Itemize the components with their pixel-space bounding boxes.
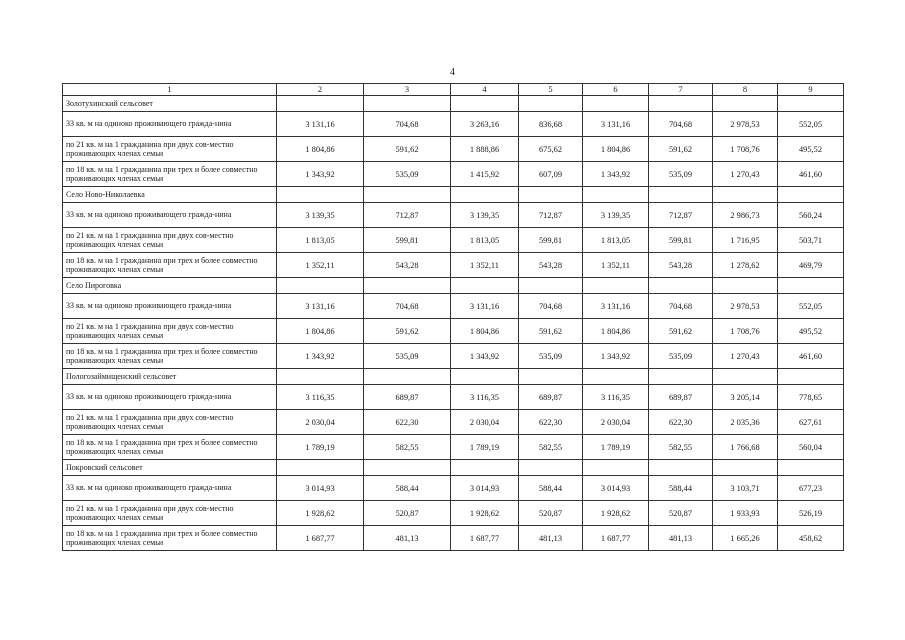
value-cell: 689,87 [364, 385, 451, 410]
value-cell: 560,24 [778, 203, 844, 228]
value-cell: 1 687,77 [583, 526, 649, 551]
value-cell: 1 813,05 [451, 228, 519, 253]
value-cell: 520,87 [649, 501, 713, 526]
value-cell: 3 116,35 [583, 385, 649, 410]
table-row [63, 162, 844, 187]
empty-cell [364, 278, 451, 294]
value-cell: 1 928,62 [277, 501, 364, 526]
column-header: 9 [778, 84, 844, 96]
table-row [63, 253, 844, 278]
value-cell: 1 804,86 [277, 319, 364, 344]
value-cell: 560,04 [778, 435, 844, 460]
table-row [63, 501, 844, 526]
value-cell: 3 131,16 [583, 112, 649, 137]
value-cell: 552,05 [778, 294, 844, 319]
value-cell: 535,09 [519, 344, 583, 369]
empty-cell [277, 369, 364, 385]
empty-cell [364, 96, 451, 112]
table-row [63, 410, 844, 435]
empty-cell [713, 369, 778, 385]
value-cell: 836,68 [519, 112, 583, 137]
table-row [63, 319, 844, 344]
value-cell: 543,28 [364, 253, 451, 278]
group-header-row [63, 187, 844, 203]
empty-cell [778, 369, 844, 385]
value-cell: 1 766,68 [713, 435, 778, 460]
table-row [63, 203, 844, 228]
empty-cell [451, 278, 519, 294]
row-description: по 21 кв. м на 1 гражданина при двух сов-местно проживающих членах семьи [63, 228, 277, 253]
empty-cell [649, 278, 713, 294]
value-cell: 3 131,16 [277, 112, 364, 137]
value-cell: 591,62 [519, 319, 583, 344]
value-cell: 458,62 [778, 526, 844, 551]
empty-cell [713, 187, 778, 203]
empty-cell [583, 369, 649, 385]
column-header: 6 [583, 84, 649, 96]
value-cell: 3 116,35 [277, 385, 364, 410]
value-cell: 704,68 [649, 294, 713, 319]
group-header-row [63, 369, 844, 385]
table-row [63, 385, 844, 410]
value-cell: 543,28 [519, 253, 583, 278]
column-header: 1 [63, 84, 277, 96]
row-description: по 21 кв. м на 1 гражданина при двух сов-местно проживающих членах семьи [63, 319, 277, 344]
empty-cell [277, 96, 364, 112]
value-cell: 535,09 [649, 344, 713, 369]
group-header-row [63, 460, 844, 476]
row-description: по 18 кв. м на 1 гражданина при трех и более совместно проживающих членах семьи [63, 435, 277, 460]
value-cell: 599,81 [519, 228, 583, 253]
value-cell: 1 813,05 [277, 228, 364, 253]
value-cell: 469,79 [778, 253, 844, 278]
empty-cell [451, 369, 519, 385]
value-cell: 1 352,11 [583, 253, 649, 278]
empty-cell [519, 460, 583, 476]
value-cell: 495,52 [778, 319, 844, 344]
row-description: по 18 кв. м на 1 гражданина при трех и более совместно проживающих членах семьи [63, 162, 277, 187]
value-cell: 461,60 [778, 344, 844, 369]
value-cell: 1 270,43 [713, 344, 778, 369]
value-cell: 1 665,26 [713, 526, 778, 551]
value-cell: 2 035,36 [713, 410, 778, 435]
value-cell: 481,13 [649, 526, 713, 551]
empty-cell [649, 369, 713, 385]
empty-cell [649, 187, 713, 203]
empty-cell [277, 278, 364, 294]
value-cell: 2 030,04 [451, 410, 519, 435]
value-cell: 712,87 [649, 203, 713, 228]
value-cell: 1 804,86 [583, 137, 649, 162]
value-cell: 1 933,93 [713, 501, 778, 526]
empty-cell [451, 96, 519, 112]
tariff-table [62, 83, 844, 551]
empty-cell [519, 187, 583, 203]
value-cell: 582,55 [519, 435, 583, 460]
value-cell: 1 343,92 [277, 344, 364, 369]
value-cell: 1 789,19 [583, 435, 649, 460]
value-cell: 3 139,35 [277, 203, 364, 228]
value-cell: 588,44 [364, 476, 451, 501]
value-cell: 588,44 [649, 476, 713, 501]
empty-cell [778, 460, 844, 476]
row-description: 33 кв. м на одиноко проживающего гражда-нина [63, 203, 277, 228]
value-cell: 461,60 [778, 162, 844, 187]
table-row [63, 137, 844, 162]
value-cell: 1 813,05 [583, 228, 649, 253]
value-cell: 704,68 [364, 294, 451, 319]
empty-cell [583, 278, 649, 294]
value-cell: 1 888,86 [451, 137, 519, 162]
value-cell: 622,30 [519, 410, 583, 435]
value-cell: 1 804,86 [451, 319, 519, 344]
empty-cell [649, 96, 713, 112]
value-cell: 481,13 [519, 526, 583, 551]
value-cell: 689,87 [519, 385, 583, 410]
value-cell: 1 789,19 [451, 435, 519, 460]
value-cell: 481,13 [364, 526, 451, 551]
value-cell: 1 789,19 [277, 435, 364, 460]
group-name: Село Пироговка [63, 278, 277, 294]
value-cell: 3 116,35 [451, 385, 519, 410]
empty-cell [778, 278, 844, 294]
value-cell: 588,44 [519, 476, 583, 501]
value-cell: 526,19 [778, 501, 844, 526]
value-cell: 622,30 [364, 410, 451, 435]
value-cell: 1 352,11 [451, 253, 519, 278]
page-number: 4 [450, 67, 455, 78]
empty-cell [277, 460, 364, 476]
value-cell: 3 131,16 [277, 294, 364, 319]
row-description: 33 кв. м на одиноко проживающего гражда-нина [63, 294, 277, 319]
column-header: 8 [713, 84, 778, 96]
value-cell: 1 687,77 [451, 526, 519, 551]
empty-cell [519, 96, 583, 112]
value-cell: 1 928,62 [583, 501, 649, 526]
empty-cell [364, 369, 451, 385]
value-cell: 1 804,86 [583, 319, 649, 344]
empty-cell [583, 460, 649, 476]
table-row [63, 476, 844, 501]
value-cell: 535,09 [649, 162, 713, 187]
empty-cell [778, 187, 844, 203]
value-cell: 704,68 [364, 112, 451, 137]
value-cell: 591,62 [649, 319, 713, 344]
value-cell: 582,55 [649, 435, 713, 460]
empty-cell [519, 278, 583, 294]
value-cell: 2 030,04 [583, 410, 649, 435]
row-description: по 18 кв. м на 1 гражданина при трех и более совместно проживающих членах семьи [63, 344, 277, 369]
value-cell: 1 352,11 [277, 253, 364, 278]
value-cell: 3 205,14 [713, 385, 778, 410]
group-name: Золотухинский сельсовет [63, 96, 277, 112]
value-cell: 3 131,16 [451, 294, 519, 319]
value-cell: 689,87 [649, 385, 713, 410]
empty-cell [713, 460, 778, 476]
value-cell: 535,09 [364, 162, 451, 187]
value-cell: 704,68 [649, 112, 713, 137]
value-cell: 535,09 [364, 344, 451, 369]
value-cell: 1 415,92 [451, 162, 519, 187]
column-header: 5 [519, 84, 583, 96]
column-header: 7 [649, 84, 713, 96]
value-cell: 1 804,86 [277, 137, 364, 162]
table-row [63, 526, 844, 551]
value-cell: 778,65 [778, 385, 844, 410]
value-cell: 1 928,62 [451, 501, 519, 526]
value-cell: 607,09 [519, 162, 583, 187]
value-cell: 520,87 [364, 501, 451, 526]
empty-cell [451, 460, 519, 476]
table-row [63, 112, 844, 137]
group-name: Покровский сельсовет [63, 460, 277, 476]
value-cell: 3 139,35 [583, 203, 649, 228]
value-cell: 552,05 [778, 112, 844, 137]
empty-cell [451, 187, 519, 203]
value-cell: 520,87 [519, 501, 583, 526]
value-cell: 1 708,76 [713, 137, 778, 162]
value-cell: 591,62 [649, 137, 713, 162]
value-cell: 2 986,73 [713, 203, 778, 228]
table-row [63, 228, 844, 253]
table-row [63, 294, 844, 319]
value-cell: 2 978,53 [713, 112, 778, 137]
value-cell: 627,61 [778, 410, 844, 435]
value-cell: 1 343,92 [451, 344, 519, 369]
group-name: Пологозаймищенский сельсовет [63, 369, 277, 385]
empty-cell [583, 96, 649, 112]
empty-cell [277, 187, 364, 203]
row-description: по 18 кв. м на 1 гражданина при трех и более совместно проживающих членах семьи [63, 253, 277, 278]
value-cell: 1 343,92 [583, 162, 649, 187]
value-cell: 599,81 [364, 228, 451, 253]
value-cell: 495,52 [778, 137, 844, 162]
empty-cell [778, 96, 844, 112]
value-cell: 3 014,93 [583, 476, 649, 501]
value-cell: 712,87 [519, 203, 583, 228]
value-cell: 3 263,16 [451, 112, 519, 137]
row-description: 33 кв. м на одиноко проживающего гражда-нина [63, 476, 277, 501]
row-description: по 18 кв. м на 1 гражданина при трех и более совместно проживающих членах семьи [63, 526, 277, 551]
value-cell: 3 103,71 [713, 476, 778, 501]
group-name: Село Ново-Николаевка [63, 187, 277, 203]
value-cell: 3 131,16 [583, 294, 649, 319]
row-description: по 21 кв. м на 1 гражданина при двух сов-местно проживающих членах семьи [63, 137, 277, 162]
empty-cell [649, 460, 713, 476]
row-description: по 21 кв. м на 1 гражданина при двух сов-местно проживающих членах семьи [63, 501, 277, 526]
value-cell: 1 716,95 [713, 228, 778, 253]
value-cell: 3 014,93 [277, 476, 364, 501]
empty-cell [583, 187, 649, 203]
empty-cell [713, 96, 778, 112]
group-header-row [63, 96, 844, 112]
value-cell: 622,30 [649, 410, 713, 435]
row-description: 33 кв. м на одиноко проживающего гражда-нина [63, 112, 277, 137]
value-cell: 3 014,93 [451, 476, 519, 501]
value-cell: 677,23 [778, 476, 844, 501]
value-cell: 582,55 [364, 435, 451, 460]
column-header: 4 [451, 84, 519, 96]
value-cell: 2 978,53 [713, 294, 778, 319]
table-row [63, 435, 844, 460]
value-cell: 704,68 [519, 294, 583, 319]
value-cell: 1 687,77 [277, 526, 364, 551]
empty-cell [364, 187, 451, 203]
column-header-row [63, 84, 844, 96]
value-cell: 591,62 [364, 137, 451, 162]
value-cell: 591,62 [364, 319, 451, 344]
value-cell: 1 343,92 [277, 162, 364, 187]
value-cell: 599,81 [649, 228, 713, 253]
value-cell: 1 270,43 [713, 162, 778, 187]
value-cell: 1 278,62 [713, 253, 778, 278]
empty-cell [713, 278, 778, 294]
value-cell: 543,28 [649, 253, 713, 278]
value-cell: 3 139,35 [451, 203, 519, 228]
value-cell: 675,62 [519, 137, 583, 162]
column-header: 2 [277, 84, 364, 96]
value-cell: 1 343,92 [583, 344, 649, 369]
empty-cell [364, 460, 451, 476]
value-cell: 503,71 [778, 228, 844, 253]
group-header-row [63, 278, 844, 294]
value-cell: 2 030,04 [277, 410, 364, 435]
table-body [63, 84, 844, 551]
row-description: 33 кв. м на одиноко проживающего гражда-нина [63, 385, 277, 410]
value-cell: 1 708,76 [713, 319, 778, 344]
value-cell: 712,87 [364, 203, 451, 228]
table-row [63, 344, 844, 369]
row-description: по 21 кв. м на 1 гражданина при двух сов-местно проживающих членах семьи [63, 410, 277, 435]
empty-cell [519, 369, 583, 385]
column-header: 3 [364, 84, 451, 96]
